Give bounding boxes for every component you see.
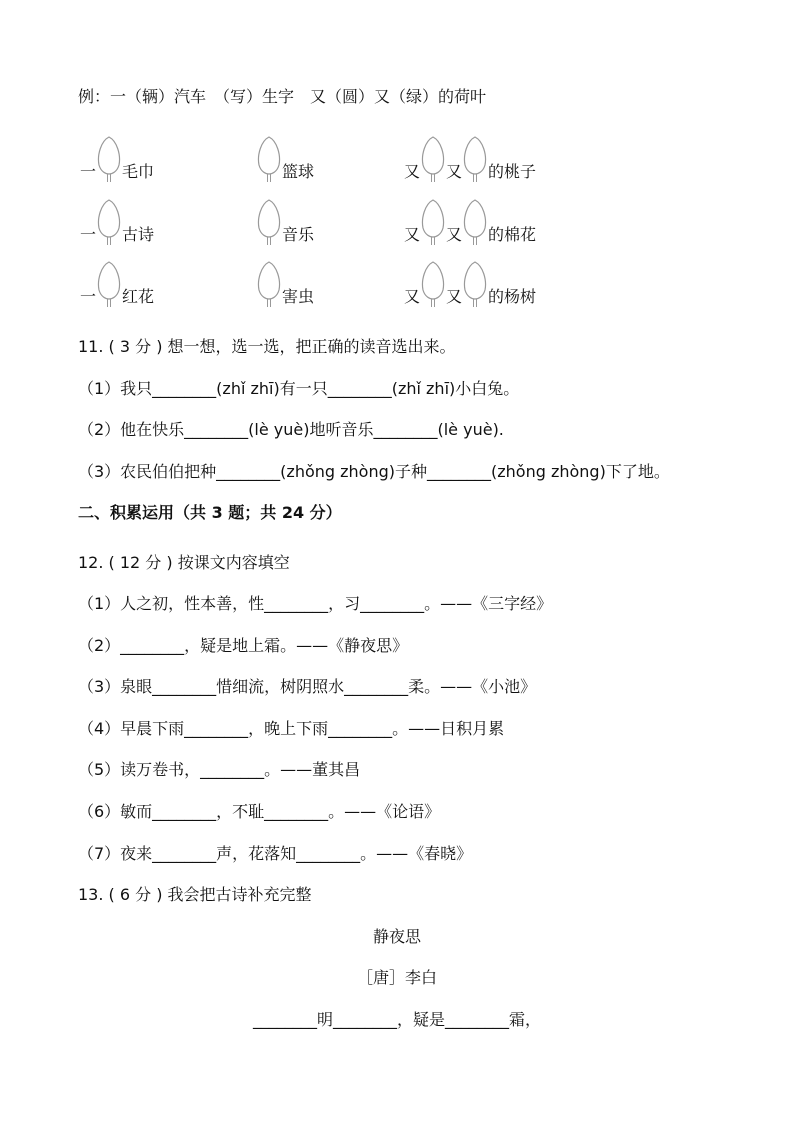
word-text: 红花 bbox=[122, 287, 155, 306]
q13-title: 13. ( 6 分 ) 我会把古诗补充完整 bbox=[78, 885, 312, 904]
word-text: 篮球 bbox=[282, 162, 315, 181]
q11-title: 11. ( 3 分 ) 想一想，选一选，把正确的读音选出来。 bbox=[78, 337, 456, 356]
word-text: 害虫 bbox=[282, 287, 315, 306]
q11-item-1: （1）我只________(zhǐ zhī)有一只________(zhǐ zhī)小白兔。 bbox=[78, 379, 520, 398]
leaf-blank-icon[interactable] bbox=[463, 135, 487, 183]
prefix-text: 一 bbox=[80, 225, 97, 244]
q12-item-3: （3）泉眼________惜细流，树阴照水________柔。——《小池》 bbox=[78, 677, 537, 696]
q12-title: 12. ( 12 分 ) 按课文内容填空 bbox=[78, 553, 290, 572]
leaf-blank-icon[interactable] bbox=[421, 135, 445, 183]
you-text: 又 bbox=[404, 287, 421, 306]
you-text: 又 bbox=[446, 225, 463, 244]
word-text: 音乐 bbox=[282, 225, 315, 244]
word-text: 毛巾 bbox=[122, 162, 155, 181]
prefix-text: 一 bbox=[80, 287, 97, 306]
poem-author: ［唐］李白 bbox=[356, 968, 437, 987]
word-text: 的棉花 bbox=[488, 225, 537, 244]
word-text: 的杨树 bbox=[488, 287, 537, 306]
prefix-text: 一 bbox=[80, 162, 97, 181]
q11-item-2: （2）他在快乐________(lè yuè)地听音乐________(lè yuè). bbox=[78, 420, 504, 439]
leaf-blank-icon[interactable] bbox=[257, 135, 281, 183]
leaf-blank-icon[interactable] bbox=[421, 198, 445, 246]
word-text: 古诗 bbox=[122, 225, 155, 244]
you-text: 又 bbox=[404, 225, 421, 244]
q12-item-4: （4）早晨下雨________，晚上下雨________。——日积月累 bbox=[78, 719, 505, 738]
section-heading: 二、积累运用（共 3 题；共 24 分） bbox=[78, 503, 342, 522]
leaf-blank-icon[interactable] bbox=[463, 260, 487, 308]
you-text: 又 bbox=[404, 162, 421, 181]
q12-item-7: （7）夜来________声，花落知________。——《春晓》 bbox=[78, 844, 473, 863]
leaf-blank-icon[interactable] bbox=[257, 198, 281, 246]
leaf-row-2 bbox=[78, 196, 718, 246]
leaf-blank-icon[interactable] bbox=[421, 260, 445, 308]
leaf-blank-icon[interactable] bbox=[463, 198, 487, 246]
leaf-row-3 bbox=[78, 258, 718, 308]
leaf-blank-icon[interactable] bbox=[97, 198, 121, 246]
q12-item-2: （2）________，疑是地上霜。——《静夜思》 bbox=[78, 636, 409, 655]
leaf-row-1 bbox=[78, 133, 718, 183]
q12-item-6: （6）敏而________，不耻________。——《论语》 bbox=[78, 802, 441, 821]
leaf-blank-icon[interactable] bbox=[257, 260, 281, 308]
poem-line-1: ________明________，疑是________霜， bbox=[252, 1010, 541, 1029]
q12-item-5: （5）读万卷书，________。——董其昌 bbox=[78, 760, 361, 779]
q12-item-1: （1）人之初，性本善，性________，习________。——《三字经》 bbox=[78, 594, 553, 613]
leaf-blank-icon[interactable] bbox=[97, 135, 121, 183]
word-text: 的桃子 bbox=[488, 162, 537, 181]
leaf-blank-icon[interactable] bbox=[97, 260, 121, 308]
example-line: 例：一（辆）汽车 （写）生字 又（圆）又（绿）的荷叶 bbox=[78, 87, 487, 106]
you-text: 又 bbox=[446, 162, 463, 181]
q11-item-3: （3）农民伯伯把种________(zhǒng zhòng)子种________(zhǒng zhòng)下了地。 bbox=[78, 462, 670, 481]
you-text: 又 bbox=[446, 287, 463, 306]
poem-title: 静夜思 bbox=[372, 927, 421, 946]
